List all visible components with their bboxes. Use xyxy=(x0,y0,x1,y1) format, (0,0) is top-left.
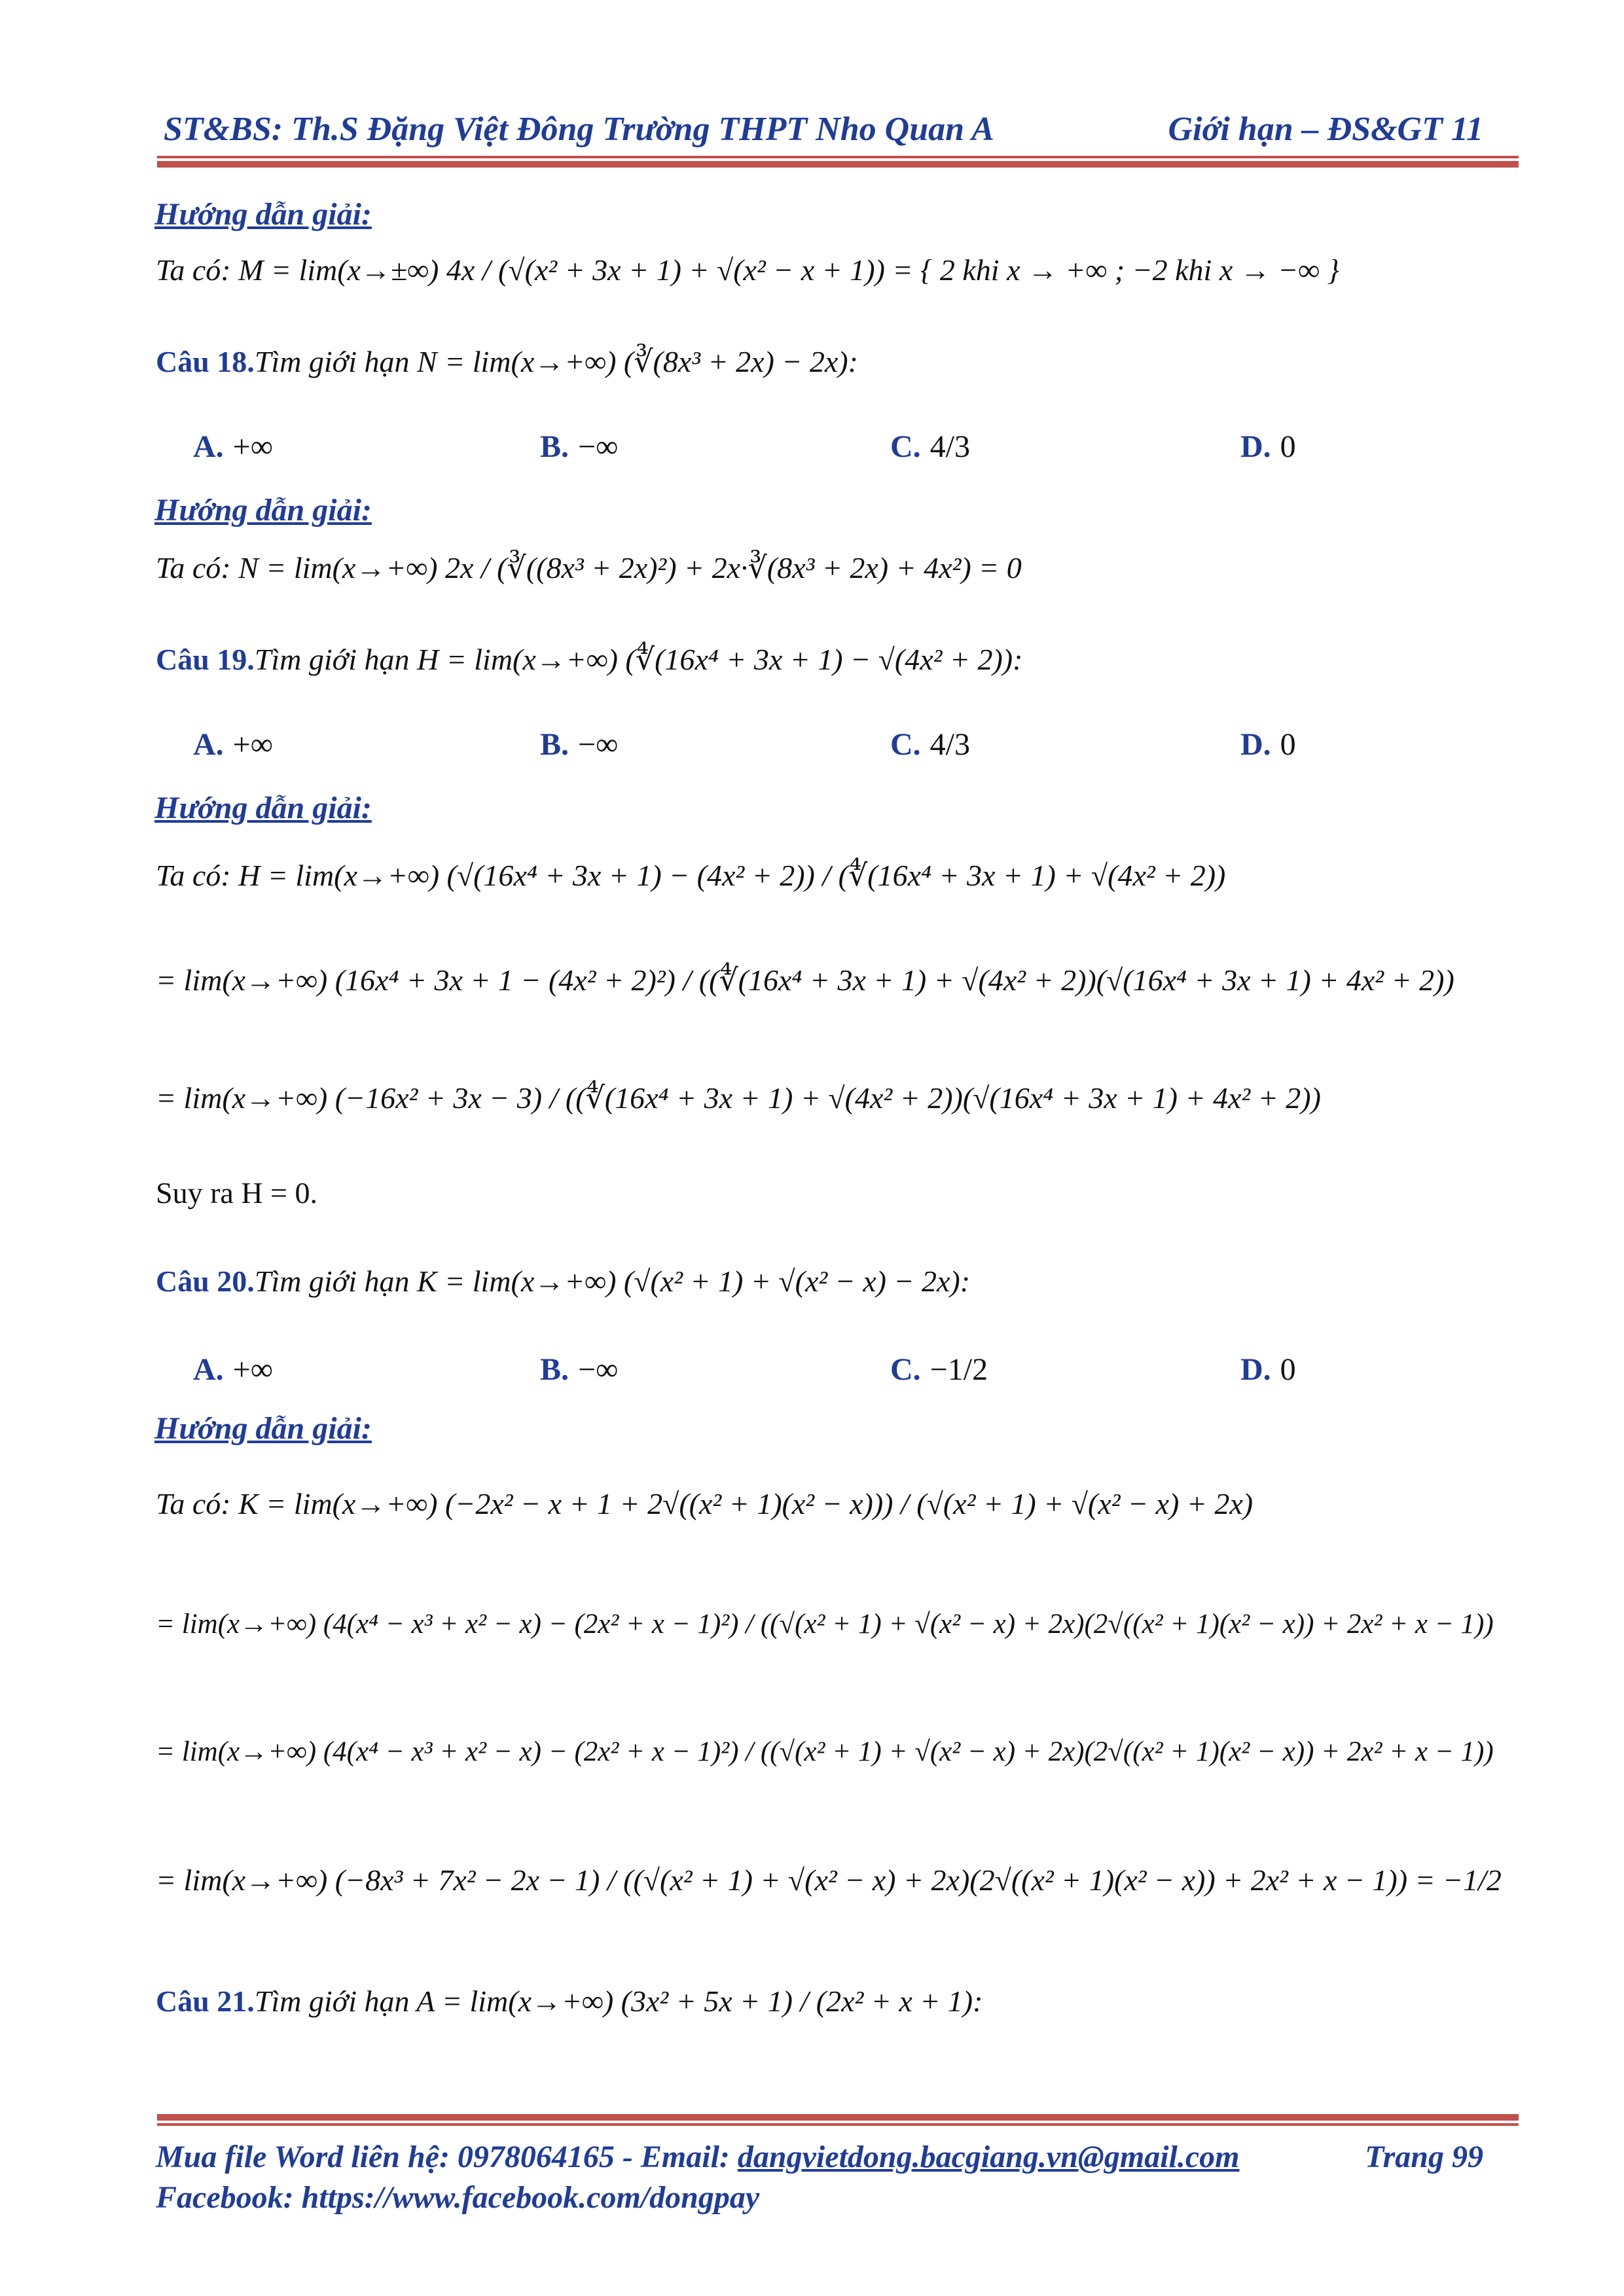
option-c[interactable] xyxy=(890,726,970,762)
question-label: Câu 19. xyxy=(156,643,255,676)
question-label: Câu 18. xyxy=(156,345,255,378)
option-key: D. xyxy=(1240,429,1271,464)
question-text: Tìm giới hạn N = lim(x→+∞) (∛(8x³ + 2x) − 2x): xyxy=(254,345,858,378)
option-d[interactable] xyxy=(1240,1352,1296,1388)
option-a[interactable] xyxy=(193,1352,273,1388)
option-value: +∞ xyxy=(232,1352,273,1387)
question-21 xyxy=(156,1986,983,2017)
option-b[interactable] xyxy=(540,429,618,465)
option-d[interactable] xyxy=(1240,726,1296,762)
solution-heading: Hướng dẫn giải: xyxy=(154,493,372,528)
option-key: B. xyxy=(540,429,569,464)
solution-line: = lim(x→+∞) (4(x⁴ − x³ + x² − x) − (2x² + x − 1)²) / ((√(x² + 1) + √(x² − x) + 2x)(2√((x² + 1)(x² − x)) + 2x² + x − 1)) xyxy=(156,1736,1494,1767)
option-c[interactable] xyxy=(890,1352,988,1388)
option-key: B. xyxy=(540,1352,569,1387)
solution-heading: Hướng dẫn giải: xyxy=(154,791,372,825)
option-value: 4/3 xyxy=(929,727,971,762)
option-a[interactable] xyxy=(193,429,273,465)
option-key: A. xyxy=(193,429,224,464)
header-rule-bottom xyxy=(157,161,1519,168)
option-value: 4/3 xyxy=(929,429,971,464)
option-c[interactable] xyxy=(890,429,970,465)
option-value: 0 xyxy=(1280,1352,1296,1387)
header-rule-top xyxy=(157,156,1519,158)
question-label: Câu 21. xyxy=(156,1984,255,2018)
question-label: Câu 20. xyxy=(156,1265,255,1298)
option-b[interactable] xyxy=(540,726,618,762)
option-key: C. xyxy=(890,429,921,464)
question-18 xyxy=(156,347,858,377)
solution-line: = lim(x→+∞) (4(x⁴ − x³ + x² − x) − (2x² + x − 1)²) / ((√(x² + 1) + √(x² − x) + 2x)(2√((x² + 1)(x² − x)) + 2x² + x − 1)) xyxy=(156,1609,1494,1640)
question-text: Tìm giới hạn K = lim(x→+∞) (√(x² + 1) + √(x² − x) − 2x): xyxy=(254,1265,971,1298)
solution-line: = lim(x→+∞) (−16x² + 3x − 3) / ((∜(16x⁴ + 3x + 1) + √(4x² + 2))(√(16x⁴ + 3x + 1) + 4x² + 2)) xyxy=(156,1081,1321,1115)
footer-email-link[interactable]: dangvietdong.bacgiang.vn@gmail.com xyxy=(737,2140,1240,2174)
footer-contact-text: Mua file Word liên hệ: 0978064165 - Email: xyxy=(156,2140,738,2174)
option-key: A. xyxy=(193,727,224,762)
option-value: −1/2 xyxy=(929,1352,988,1387)
solution-line: Ta có: M = lim(x→±∞) 4x / (√(x² + 3x + 1) + √(x² − x + 1)) = { 2 khi x → +∞ ; −2 khi x → −∞ } xyxy=(156,253,1339,287)
footer-rule-top xyxy=(157,2114,1519,2121)
footer-rule-bottom xyxy=(157,2123,1519,2126)
option-key: D. xyxy=(1240,727,1271,762)
option-a[interactable] xyxy=(193,726,273,762)
question-text: Tìm giới hạn H = lim(x→+∞) (∜(16x⁴ + 3x + 1) − √(4x² + 2)): xyxy=(254,643,1023,676)
question-text: Tìm giới hạn A = lim(x→+∞) (3x² + 5x + 1) / (2x² + x + 1): xyxy=(254,1984,983,2018)
option-key: C. xyxy=(890,727,921,762)
option-value: −∞ xyxy=(578,727,619,762)
option-d[interactable] xyxy=(1240,429,1296,465)
question-20 xyxy=(156,1266,970,1297)
solution-line: Ta có: N = lim(x→+∞) 2x / (∛((8x³ + 2x)²) + 2x·∛(8x³ + 2x) + 4x²) = 0 xyxy=(156,551,1022,584)
solution-heading: Hướng dẫn giải: xyxy=(154,197,372,232)
solution-line: = lim(x→+∞) (−8x³ + 7x² − 2x − 1) / ((√(x² + 1) + √(x² − x) + 2x)(2√((x² + 1)(x² − x)) + 2x² + x − 1)) = −1/2 xyxy=(156,1863,1502,1897)
option-key: A. xyxy=(193,1352,224,1387)
solution-line: Ta có: K = lim(x→+∞) (−2x² − x + 1 + 2√((x² + 1)(x² − x))) / (√(x² + 1) + √(x² − x) + 2x) xyxy=(156,1487,1254,1520)
solution-line: Ta có: H = lim(x→+∞) (√(16x⁴ + 3x + 1) − (4x² + 2)) / (∜(16x⁴ + 3x + 1) + √(4x² + 2)) xyxy=(156,859,1226,892)
header-right: Giới hạn – ĐS&GT 11 xyxy=(1168,111,1483,148)
question-19 xyxy=(156,645,1022,675)
footer-facebook[interactable]: Facebook: https://www.facebook.com/dongpay xyxy=(156,2180,760,2215)
option-value: 0 xyxy=(1280,727,1296,762)
option-b[interactable] xyxy=(540,1352,618,1388)
option-value: 0 xyxy=(1280,429,1296,464)
page-number: Trang 99 xyxy=(1365,2140,1483,2174)
option-key: B. xyxy=(540,727,569,762)
option-value: −∞ xyxy=(578,429,619,464)
option-value: +∞ xyxy=(232,727,273,762)
option-key: D. xyxy=(1240,1352,1271,1387)
solution-line: = lim(x→+∞) (16x⁴ + 3x + 1 − (4x² + 2)²) / ((∜(16x⁴ + 3x + 1) + √(4x² + 2))(√(16x⁴ + 3x + 1) + 4x² + 2)) xyxy=(156,963,1454,997)
footer-contact xyxy=(156,2139,1240,2175)
solution-heading: Hướng dẫn giải: xyxy=(154,1411,372,1446)
option-key: C. xyxy=(890,1352,921,1387)
option-value: +∞ xyxy=(232,429,273,464)
header-left: ST&BS: Th.S Đặng Việt Đông Trường THPT Nho Quan A xyxy=(164,111,994,148)
solution-conclusion: Suy ra H = 0. xyxy=(156,1176,317,1210)
option-value: −∞ xyxy=(578,1352,619,1387)
